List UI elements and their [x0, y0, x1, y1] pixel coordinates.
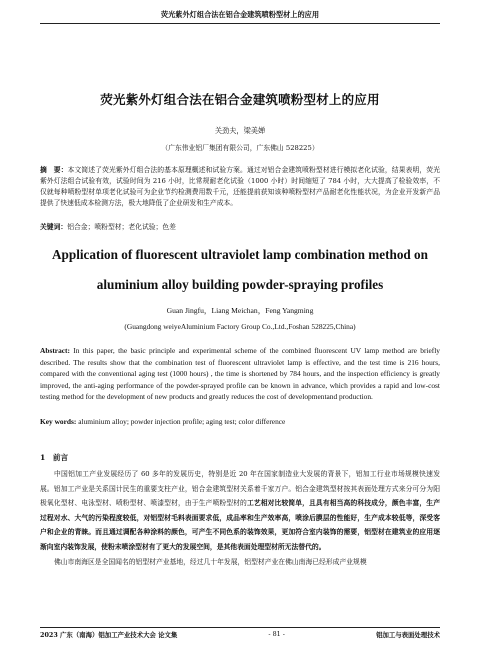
footer-journal: 铝加工与表面处理技术 [376, 631, 440, 639]
section-heading: 1 前言 [40, 453, 69, 462]
chinese-abstract-label: 摘 要： [40, 166, 68, 174]
chinese-keywords-text: 铝合金；喷粉型材；老化试验；色差 [67, 223, 176, 231]
chinese-authors: 关劲夫，梁美婵 [214, 126, 266, 135]
english-authors: Guan Jingfu，Liang Meichan，Feng Yangming [166, 306, 314, 315]
chinese-abstract-text: 本文简述了荧光紫外灯组合法的基本原理概述和试验方案。通过对铝合金建筑喷粉型材进行模拟老化试验，结果表明，荧光紫外灯法组合试验有效，试验时间为 216 小时，比常规耐老化试验（1000 小时）时间缩短了 784 小时，大大提高了检验效率，不仅就每种喷粉型材单项老化试验可为企业节约检测费用数千元，还能提前获知该种喷粉型材产品耐老化性能状况，为企业开发新产品提供了快速低成本检测方法，极大地降低了企业研发和生产成本。 [40, 166, 440, 207]
english-affiliation: (Guangdong weiyeAluminium Factory Group Co.,Ltd.,Foshan 528225,China) [124, 322, 356, 331]
english-title: Application of fluorescent ultraviolet lamp combination method on aluminium alloy building powder-spraying profiles [52, 247, 428, 292]
english-keywords [40, 416, 440, 428]
chinese-keywords [40, 222, 440, 233]
body-paragraph-1-start: 中国铝加工产业发展经历了 60 多年的发展历史，特别是近 20 年在国家制造业大发展的背景下，铝加工行业市场规模快速发展。铝加工产业是关系国计民生的重要支柱产业，铝合金建筑型材关系着千家万户。铝合金建筑型材按其表面处理方式来分可分为阳极氧化型材、电泳型材、喷粉型材、喷漆型材，由于生产喷粉型材的 [40, 470, 440, 508]
english-keywords-text: aluminium alloy; powder injection profile; aging test; color difference [76, 417, 286, 426]
page-footer [40, 627, 440, 639]
body-paragraph-2: 佛山市南海区是全国闻名的铝型材产业基地，经过几十年发展，铝型材产业在佛山南海已经形成产业规模 [54, 557, 367, 566]
english-abstract [40, 345, 440, 403]
running-head: 荧光紫外灯组合法在铝合金建筑喷粉型材上的应用 [40, 10, 440, 24]
chinese-keywords-label: 关键词： [40, 223, 68, 231]
english-abstract-label: Abstract: [40, 346, 70, 355]
body-paragraph-1-bold: 工艺相对比较简单，且具有相当高的科技成分，颜色丰富，生产过程对水、大气的污染程度较低，对铝型材毛料表面要求低，成品率和生产效率高，喷涂后膜层的性能好，生产成本较低等，深受客户和企业的青睐。而且通过调配各种涂料的颜色，可产生不同色系的装饰效果，更加符合室内装饰的需要，铝型材在建筑业的应用逐渐向室内装饰发展，使粉末喷涂型材有了更大的发展空间，是其他表面处理型材所无法替代的。 [40, 499, 441, 551]
chinese-abstract [40, 165, 440, 209]
english-abstract-text: In this paper, the basic principle and experimental scheme of the combined fluorescent UV lamp method are briefly described. The results show that the combination test of fluorescent ultraviolet lamp is effective, and the test time is 216 hours, compared with the conventional aging test (1000 hours) , the time is shortened by 784 hours, and the inspection efficiency is greatly improved, the anti-aging performance of the powder-sprayed profile can be known in advance, which provides a rapid and low-cost testing method for the development of new products and greatly reduces the cost of developmentand production. [40, 346, 440, 402]
english-keywords-label: Key words: [40, 417, 77, 426]
footer-page-number: - 81 - [268, 630, 285, 638]
chinese-affiliation: （广东伟业铝厂集团有限公司，广东佛山 528225） [161, 144, 319, 152]
chinese-title: 荧光紫外灯组合法在铝合金建筑喷粉型材上的应用 [100, 92, 380, 107]
body-text [40, 467, 440, 569]
body-paragraph-1 [40, 467, 440, 555]
footer-proceedings: 2023 广东（南海）铝加工产业技术大会 论文集 [40, 631, 178, 639]
